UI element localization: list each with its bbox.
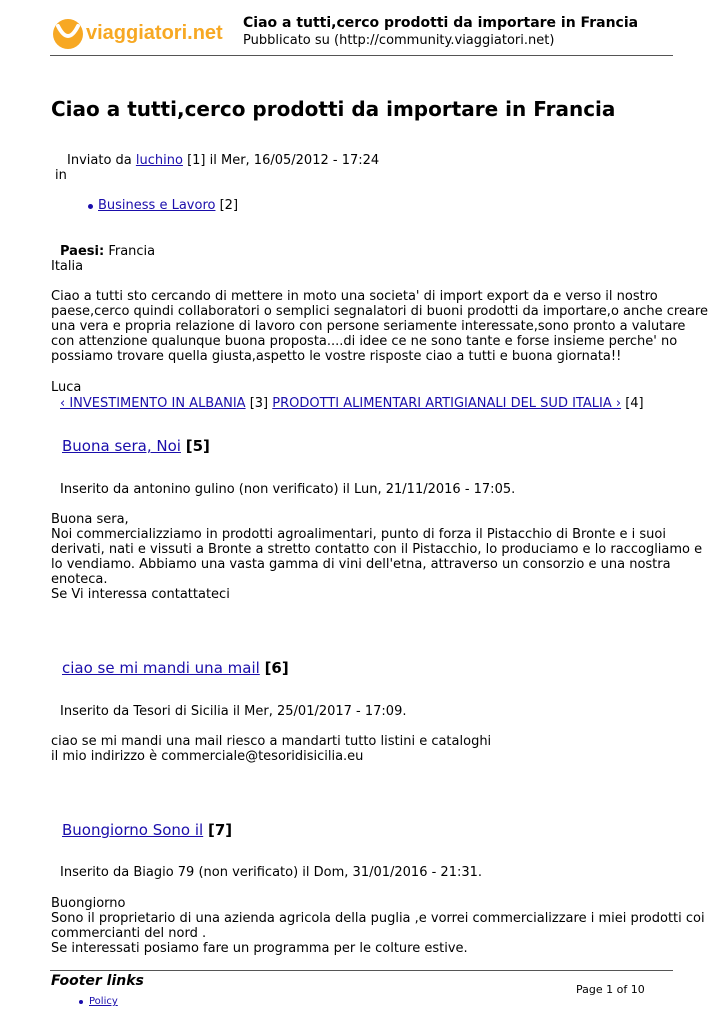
comment-line: Buona sera, [51, 512, 129, 527]
comment-line: lo vendiamo. Abbiamo una vasta gamma di vini dell'etna, attraverso un consorzio e una nostra [51, 557, 671, 572]
comment-ref: [6] [264, 659, 289, 677]
bullet-icon [79, 1000, 83, 1004]
next-post-link[interactable]: PRODOTTI ALIMENTARI ARTIGIANALI DEL SUD ITALIA › [272, 396, 622, 411]
site-logo[interactable] [50, 12, 223, 52]
paesi-label: Paesi: [60, 244, 105, 259]
comment-line: commercianti del nord . [51, 926, 207, 941]
signature: Luca [51, 380, 82, 395]
comment-ref: [7] [207, 821, 233, 839]
body-line: paese,cerco quindi collaboratori o semplici segnalatori di buoni prodotti da importare,o anche creare [51, 304, 708, 319]
header-divider [50, 55, 673, 56]
page-number: Page 1 of 10 [576, 983, 645, 996]
paesi-row [60, 244, 155, 259]
comment-line: Buongiorno [51, 896, 126, 911]
comment-body [51, 896, 705, 956]
comment-line: ciao se mi mandi una mail riesco a mandarti tutto listini e cataloghi [51, 734, 492, 749]
post-meta [67, 153, 379, 168]
comment-line: Se Vi interessa contattateci [51, 587, 230, 602]
footer-title: Footer links [51, 973, 144, 989]
comment-title-link[interactable]: Buona sera, Noi [62, 437, 181, 455]
comment-meta: Inserito da antonino gulino (non verificato) il Lun, 21/11/2016 - 17:05. [60, 482, 516, 497]
comment-heading [62, 659, 289, 677]
header-title: Ciao a tutti,cerco prodotti da importare in Francia [243, 15, 639, 31]
category-link[interactable]: Business e Lavoro [98, 198, 216, 213]
comment-meta: Inserito da Tesori di Sicilia il Mer, 25/01/2017 - 17:09. [60, 704, 407, 719]
post-navigation [60, 396, 644, 411]
comment-body [51, 512, 703, 602]
prev-ref: [3] [249, 396, 269, 411]
comment-line: Se interessati posiamo fare un programma per le colture estive. [51, 941, 468, 956]
comment-title-link[interactable]: Buongiorno Sono il [62, 821, 204, 839]
author-link[interactable]: luchino [135, 153, 183, 168]
body-line: Ciao a tutti sto cercando di mettere in moto una societa' di import export da e verso il nostro [51, 289, 658, 304]
posted-suffix: [1] il Mer, 16/05/2012 - 17:24 [187, 153, 380, 168]
header-published-on: Pubblicato su (http://community.viaggiatori.net) [243, 33, 555, 48]
prev-post-link[interactable]: ‹ INVESTIMENTO IN ALBANIA [60, 396, 246, 411]
body-line: con attenzione qualunque buona proposta....di idee ce ne sono tante e forse insieme perche' no [51, 334, 678, 349]
in-label: in [55, 168, 67, 183]
comment-line: derivati, nati e vissuti a Bronte a stretto contatto con il Pistacchio, lo produciamo e lo raccogliamo e [51, 542, 703, 557]
posted-prefix: Inviato da [67, 153, 132, 168]
comment-heading [62, 821, 232, 839]
logo-text: viaggiatori.net [86, 22, 223, 44]
comment-heading [62, 437, 210, 455]
next-ref: [4] [625, 396, 644, 411]
comment-line: Noi commercializziamo in prodotti agroalimentari, punto di forza il Pistacchio di Bronte e i suoi [51, 527, 666, 542]
category-item [98, 198, 238, 213]
paesi-italia: Italia [51, 259, 84, 274]
body-line: possiamo trovare quella giusta,aspetto le vostre risposte ciao a tutti e buona giornata!! [51, 349, 622, 364]
category-ref: [2] [219, 198, 239, 213]
body-line: una vera e propria relazione di lavoro con persone seriamente interessate,sono pronto a valutare [51, 319, 686, 334]
comment-title-link[interactable]: ciao se mi mandi una mail [62, 659, 260, 677]
bullet-icon [88, 204, 93, 209]
comment-line: Sono il proprietario di una azienda agricola della puglia ,e vorrei commercializzare i miei prodotti coi [51, 911, 705, 926]
footer-divider [50, 970, 673, 971]
page-title: Ciao a tutti,cerco prodotti da importare in Francia [51, 97, 616, 121]
comment-line: enoteca. [51, 572, 108, 587]
comment-body [51, 734, 676, 764]
comment-ref: [5] [185, 437, 210, 455]
comment-meta: Inserito da Biagio 79 (non verificato) il Dom, 31/01/2016 - 21:31. [60, 865, 483, 880]
footer-policy-link[interactable]: Policy [89, 996, 118, 1007]
comment-line: il mio indirizzo è commerciale@tesoridisicilia.eu [51, 749, 364, 764]
paesi-francia: Francia [108, 244, 156, 259]
post-body [51, 289, 708, 364]
